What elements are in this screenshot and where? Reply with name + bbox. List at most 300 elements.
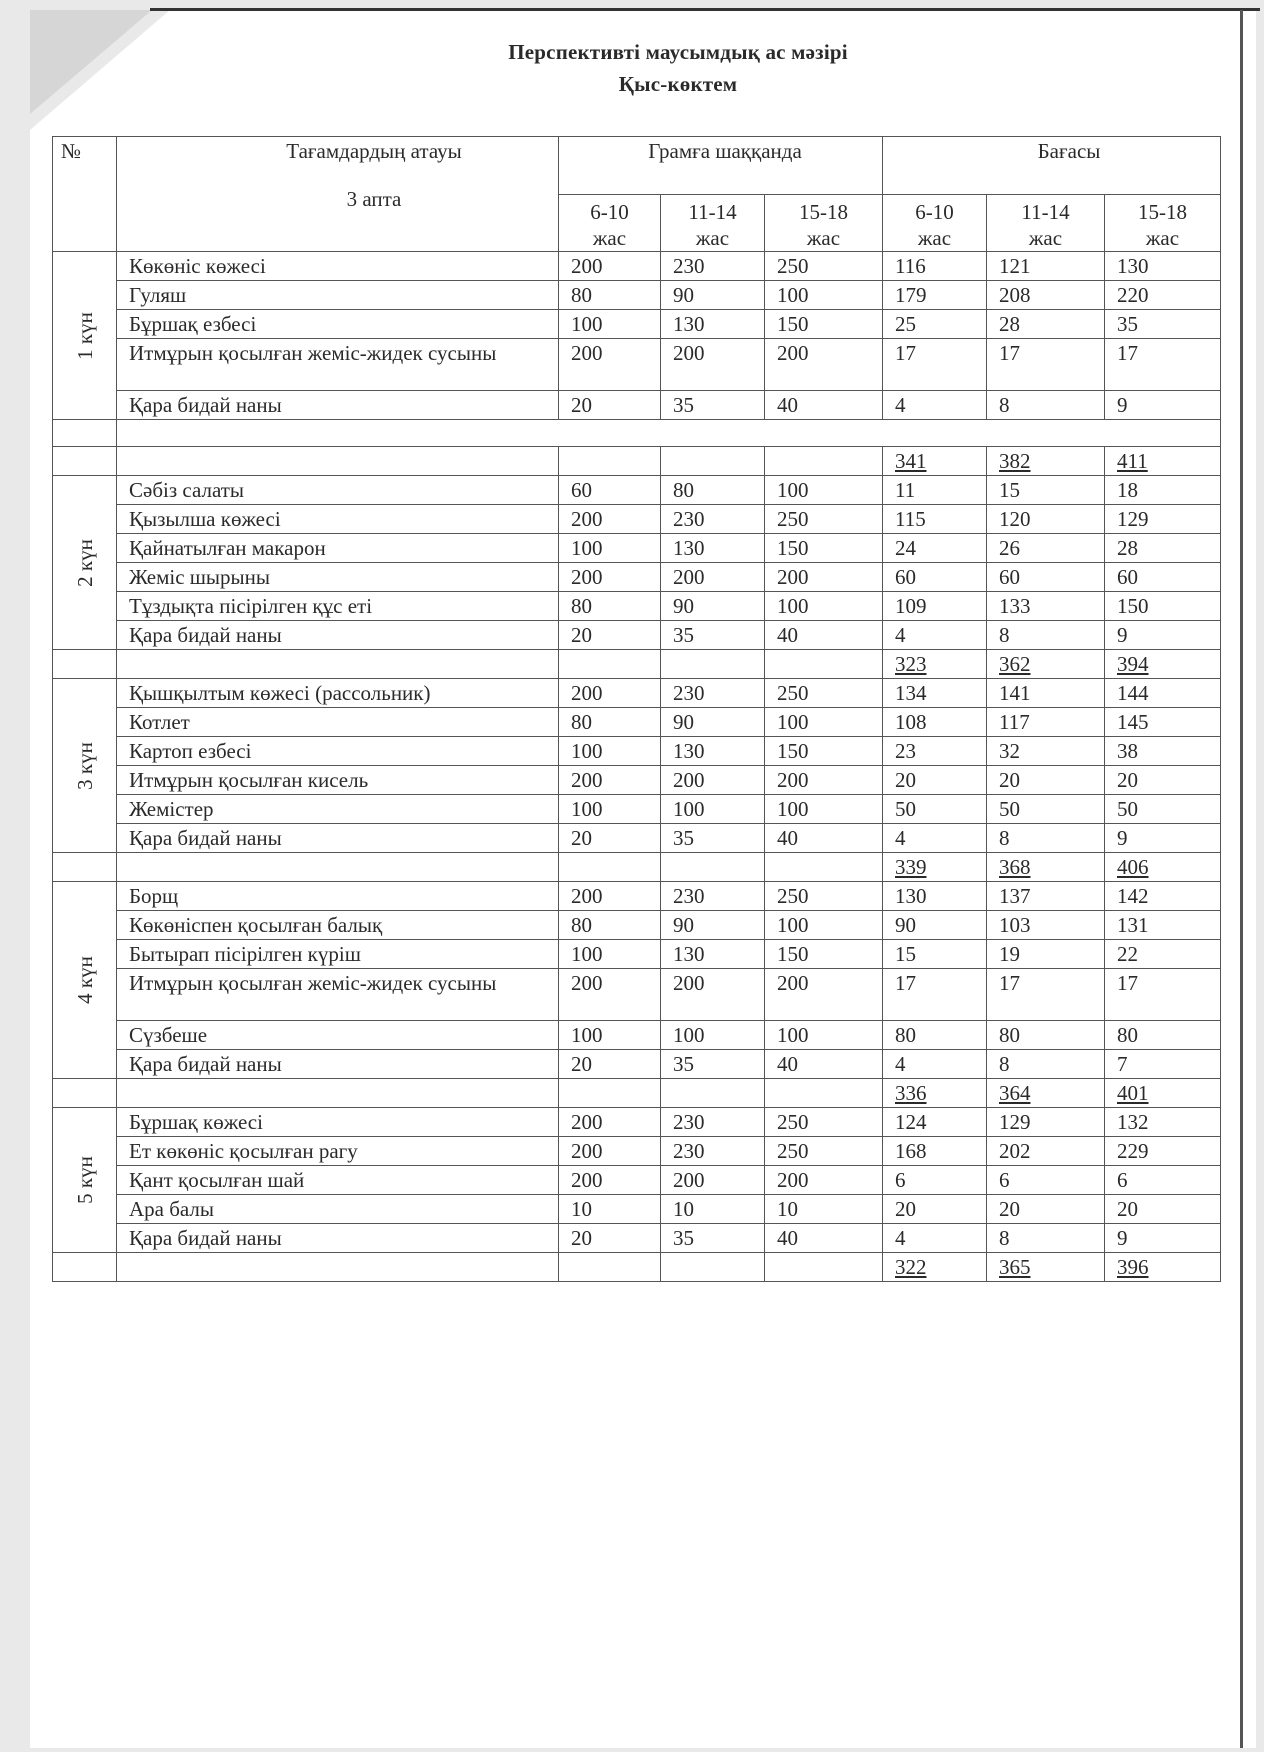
table-row	[53, 940, 1221, 969]
dish-name: Сәбіз салаты	[117, 476, 559, 505]
empty-cell	[559, 447, 661, 476]
price-value: 50	[1105, 795, 1221, 824]
price-value: 115	[883, 505, 987, 534]
grams-value: 10	[661, 1195, 765, 1224]
grams-value: 40	[765, 1224, 883, 1253]
price-value: 129	[1105, 505, 1221, 534]
empty-cell	[117, 1253, 559, 1282]
dish-name: Бұршақ көжесі	[117, 1108, 559, 1137]
grams-value: 80	[559, 911, 661, 940]
dish-name: Қара бидай наны	[117, 621, 559, 650]
price-value: 120	[987, 505, 1105, 534]
price-value: 50	[883, 795, 987, 824]
price-value: 17	[1105, 339, 1221, 391]
grams-age-header	[559, 195, 661, 252]
price-value: 20	[987, 1195, 1105, 1224]
grams-value: 10	[559, 1195, 661, 1224]
price-value: 17	[987, 969, 1105, 1021]
grams-value: 100	[559, 534, 661, 563]
table-row	[53, 252, 1221, 281]
price-value: 145	[1105, 708, 1221, 737]
table-row	[53, 824, 1221, 853]
grams-value: 100	[765, 911, 883, 940]
header-number: №	[53, 137, 117, 252]
grams-value: 130	[661, 940, 765, 969]
price-total: 396	[1105, 1253, 1221, 1282]
table-row	[53, 476, 1221, 505]
grams-value: 40	[765, 621, 883, 650]
table-row	[53, 339, 1221, 391]
price-value: 26	[987, 534, 1105, 563]
header-dish-name-label: Тағамдардың атауы	[286, 139, 462, 163]
price-value: 179	[883, 281, 987, 310]
grams-value: 90	[661, 708, 765, 737]
price-value: 15	[987, 476, 1105, 505]
table-row	[53, 505, 1221, 534]
grams-value: 100	[559, 795, 661, 824]
price-value: 9	[1105, 621, 1221, 650]
age-unit: жас	[1145, 226, 1180, 250]
dish-name: Көкөніспен қосылған балық	[117, 911, 559, 940]
price-total: 341	[883, 447, 987, 476]
grams-value: 200	[559, 766, 661, 795]
grams-value: 100	[559, 940, 661, 969]
dish-name: Итмұрын қосылған кисель	[117, 766, 559, 795]
day-label: 2 күн	[72, 538, 97, 587]
table-row	[53, 592, 1221, 621]
grams-value: 250	[765, 1108, 883, 1137]
price-value: 60	[883, 563, 987, 592]
table-row	[53, 766, 1221, 795]
grams-value: 150	[765, 737, 883, 766]
age-unit: жас	[695, 226, 730, 250]
grams-value: 230	[661, 679, 765, 708]
price-value: 142	[1105, 882, 1221, 911]
empty-cell	[53, 1079, 117, 1108]
grams-value: 90	[661, 911, 765, 940]
price-value: 80	[883, 1021, 987, 1050]
table-row	[53, 708, 1221, 737]
grams-value: 250	[765, 505, 883, 534]
grams-value: 20	[559, 1050, 661, 1079]
price-total: 406	[1105, 853, 1221, 882]
grams-value: 250	[765, 882, 883, 911]
grams-value: 80	[559, 708, 661, 737]
grams-value: 40	[765, 824, 883, 853]
price-value: 17	[1105, 969, 1221, 1021]
price-value: 103	[987, 911, 1105, 940]
grams-value: 100	[765, 795, 883, 824]
price-total: 411	[1105, 447, 1221, 476]
price-value: 4	[883, 621, 987, 650]
age-range: 11-14	[688, 200, 737, 224]
table-row	[53, 1195, 1221, 1224]
price-value: 19	[987, 940, 1105, 969]
grams-value: 200	[559, 679, 661, 708]
table-row	[53, 621, 1221, 650]
dish-name: Итмұрын қосылған жеміс-жидек сусыны	[117, 969, 559, 1021]
grams-value: 200	[559, 1108, 661, 1137]
price-value: 168	[883, 1137, 987, 1166]
price-value: 229	[1105, 1137, 1221, 1166]
price-value: 17	[883, 969, 987, 1021]
grams-value: 35	[661, 824, 765, 853]
grams-value: 80	[559, 281, 661, 310]
price-value: 131	[1105, 911, 1221, 940]
empty-cell	[559, 1253, 661, 1282]
dish-name: Тұздықта пісірілген құс еті	[117, 592, 559, 621]
grams-value: 200	[661, 766, 765, 795]
price-value: 8	[987, 621, 1105, 650]
grams-value: 130	[661, 310, 765, 339]
grams-value: 20	[559, 621, 661, 650]
day-label: 1 күн	[72, 311, 97, 360]
dish-name: Ара балы	[117, 1195, 559, 1224]
price-total: 362	[987, 650, 1105, 679]
price-value: 17	[883, 339, 987, 391]
dish-name: Қара бидай наны	[117, 391, 559, 420]
table-row	[53, 969, 1221, 1021]
price-value: 9	[1105, 824, 1221, 853]
dish-name: Бұршақ езбесі	[117, 310, 559, 339]
price-value: 32	[987, 737, 1105, 766]
grams-age-header	[765, 195, 883, 252]
price-value: 124	[883, 1108, 987, 1137]
day-label-cell	[53, 1108, 117, 1253]
grams-age-header	[661, 195, 765, 252]
dish-name: Ет көкөніс қосылған рагу	[117, 1137, 559, 1166]
dish-name: Қызылша көжесі	[117, 505, 559, 534]
price-value: 4	[883, 391, 987, 420]
grams-value: 230	[661, 1137, 765, 1166]
table-row	[53, 882, 1221, 911]
grams-value: 200	[661, 563, 765, 592]
price-value: 20	[1105, 1195, 1221, 1224]
total-row	[53, 853, 1221, 882]
grams-value: 200	[559, 563, 661, 592]
price-value: 20	[1105, 766, 1221, 795]
grams-value: 40	[765, 391, 883, 420]
price-value: 18	[1105, 476, 1221, 505]
grams-value: 150	[765, 940, 883, 969]
table-row	[53, 737, 1221, 766]
dish-name: Бытырап пісірілген күріш	[117, 940, 559, 969]
grams-value: 130	[661, 534, 765, 563]
dish-name: Сүзбеше	[117, 1021, 559, 1050]
page-top-edge	[150, 8, 1260, 11]
grams-value: 200	[765, 339, 883, 391]
day-label: 3 күн	[72, 741, 97, 790]
grams-value: 200	[765, 969, 883, 1021]
price-value: 22	[1105, 940, 1221, 969]
price-value: 28	[1105, 534, 1221, 563]
grams-value: 200	[765, 563, 883, 592]
day-label-cell	[53, 252, 117, 420]
page-title: Перспективті маусымдық ас мәзірі	[508, 40, 848, 64]
table-row	[53, 1137, 1221, 1166]
empty-cell	[53, 447, 117, 476]
price-total: 364	[987, 1079, 1105, 1108]
empty-cell	[661, 650, 765, 679]
total-row	[53, 447, 1221, 476]
price-value: 220	[1105, 281, 1221, 310]
table-row	[53, 1021, 1221, 1050]
price-value: 20	[883, 1195, 987, 1224]
day-label: 5 күн	[72, 1156, 97, 1204]
dish-name: Қант қосылған шай	[117, 1166, 559, 1195]
price-value: 80	[1105, 1021, 1221, 1050]
grams-value: 200	[559, 1166, 661, 1195]
empty-cell	[53, 853, 117, 882]
grams-value: 100	[765, 476, 883, 505]
price-value: 150	[1105, 592, 1221, 621]
grams-value: 20	[559, 1224, 661, 1253]
price-total: 368	[987, 853, 1105, 882]
grams-value: 250	[765, 679, 883, 708]
empty-cell	[117, 650, 559, 679]
grams-value: 40	[765, 1050, 883, 1079]
grams-value: 200	[661, 1166, 765, 1195]
page-right-edge	[1240, 10, 1243, 1748]
menu-body	[53, 252, 1221, 1282]
price-total: 382	[987, 447, 1105, 476]
price-value: 6	[1105, 1166, 1221, 1195]
dish-name: Қышқылтым көжесі (рассольник)	[117, 679, 559, 708]
table-row	[53, 563, 1221, 592]
grams-value: 35	[661, 1224, 765, 1253]
table-row	[53, 1166, 1221, 1195]
price-value: 109	[883, 592, 987, 621]
empty-cell	[53, 650, 117, 679]
price-value: 133	[987, 592, 1105, 621]
grams-value: 230	[661, 505, 765, 534]
price-value: 35	[1105, 310, 1221, 339]
price-value: 208	[987, 281, 1105, 310]
dish-name: Қайнатылған макарон	[117, 534, 559, 563]
grams-value: 230	[661, 252, 765, 281]
age-unit: жас	[917, 226, 952, 250]
price-total: 365	[987, 1253, 1105, 1282]
price-value: 202	[987, 1137, 1105, 1166]
page-subtitle: Қыс-көктем	[618, 72, 738, 96]
table-row	[53, 1224, 1221, 1253]
price-value: 60	[1105, 563, 1221, 592]
empty-cell	[559, 1079, 661, 1108]
price-value: 80	[987, 1021, 1105, 1050]
price-value: 8	[987, 1050, 1105, 1079]
age-unit: жас	[592, 226, 627, 250]
table-row	[53, 911, 1221, 940]
grams-value: 20	[559, 824, 661, 853]
price-value: 50	[987, 795, 1105, 824]
price-value: 117	[987, 708, 1105, 737]
price-value: 137	[987, 882, 1105, 911]
price-value: 20	[987, 766, 1105, 795]
grams-value: 250	[765, 1137, 883, 1166]
table-row	[53, 534, 1221, 563]
age-range: 15-18	[1138, 200, 1187, 224]
empty-cell	[53, 420, 117, 447]
empty-cell	[765, 650, 883, 679]
empty-cell	[765, 853, 883, 882]
total-row	[53, 650, 1221, 679]
table-row	[53, 391, 1221, 420]
grams-value: 60	[559, 476, 661, 505]
grams-value: 200	[559, 252, 661, 281]
empty-cell	[765, 447, 883, 476]
table-row	[53, 1108, 1221, 1137]
dish-name: Картоп езбесі	[117, 737, 559, 766]
menu-table	[52, 136, 1221, 1282]
price-value: 4	[883, 824, 987, 853]
price-value: 130	[883, 882, 987, 911]
header-price: Бағасы	[883, 137, 1221, 195]
price-value: 116	[883, 252, 987, 281]
grams-value: 200	[559, 339, 661, 391]
dish-name: Гуляш	[117, 281, 559, 310]
empty-cell	[559, 650, 661, 679]
price-age-header	[1105, 195, 1221, 252]
header-week-label: 3 апта	[346, 187, 402, 211]
grams-value: 200	[765, 766, 883, 795]
price-value: 23	[883, 737, 987, 766]
empty-cell	[117, 1079, 559, 1108]
empty-cell	[559, 853, 661, 882]
price-value: 8	[987, 391, 1105, 420]
grams-value: 20	[559, 391, 661, 420]
grams-value: 200	[765, 1166, 883, 1195]
grams-value: 200	[559, 882, 661, 911]
header-dish-name	[117, 137, 559, 252]
price-value: 134	[883, 679, 987, 708]
price-value: 6	[987, 1166, 1105, 1195]
price-value: 8	[987, 1224, 1105, 1253]
price-value: 132	[1105, 1108, 1221, 1137]
empty-cell	[117, 853, 559, 882]
table-row	[53, 1050, 1221, 1079]
grams-value: 80	[661, 476, 765, 505]
dish-name: Қара бидай наны	[117, 1050, 559, 1079]
grams-value: 200	[661, 339, 765, 391]
empty-cell	[765, 1253, 883, 1282]
price-total: 339	[883, 853, 987, 882]
price-value: 141	[987, 679, 1105, 708]
table-row	[53, 310, 1221, 339]
grams-value: 200	[661, 969, 765, 1021]
price-age-header	[883, 195, 987, 252]
price-value: 4	[883, 1050, 987, 1079]
empty-cell	[661, 447, 765, 476]
grams-value: 130	[661, 737, 765, 766]
grams-value: 150	[765, 310, 883, 339]
price-total: 323	[883, 650, 987, 679]
dish-name: Қара бидай наны	[117, 1224, 559, 1253]
price-value: 15	[883, 940, 987, 969]
age-range: 15-18	[799, 200, 848, 224]
grams-value: 90	[661, 281, 765, 310]
dish-name: Жеміс шырыны	[117, 563, 559, 592]
price-value: 6	[883, 1166, 987, 1195]
grams-value: 100	[765, 708, 883, 737]
dish-name: Көкөніс көжесі	[117, 252, 559, 281]
total-row	[53, 1253, 1221, 1282]
grams-value: 230	[661, 882, 765, 911]
day-label-cell	[53, 679, 117, 853]
grams-value: 200	[559, 969, 661, 1021]
age-range: 6-10	[915, 200, 954, 224]
table-row	[53, 795, 1221, 824]
dish-name: Қара бидай наны	[117, 824, 559, 853]
header-grams: Грамға шаққанда	[559, 137, 883, 195]
price-value: 28	[987, 310, 1105, 339]
grams-value: 200	[559, 505, 661, 534]
age-range: 11-14	[1021, 200, 1070, 224]
price-value: 9	[1105, 1224, 1221, 1253]
empty-cell	[661, 1253, 765, 1282]
price-value: 129	[987, 1108, 1105, 1137]
grams-value: 230	[661, 1108, 765, 1137]
price-value: 90	[883, 911, 987, 940]
total-row	[53, 1079, 1221, 1108]
table-row	[53, 281, 1221, 310]
price-value: 25	[883, 310, 987, 339]
age-unit: жас	[1028, 226, 1063, 250]
dish-name: Котлет	[117, 708, 559, 737]
empty-cell	[117, 447, 559, 476]
price-value: 8	[987, 824, 1105, 853]
grams-value: 100	[559, 1021, 661, 1050]
price-total: 336	[883, 1079, 987, 1108]
grams-value: 10	[765, 1195, 883, 1224]
grams-value: 100	[765, 281, 883, 310]
day-label-cell	[53, 476, 117, 650]
price-value: 7	[1105, 1050, 1221, 1079]
grams-value: 100	[661, 1021, 765, 1050]
grams-value: 35	[661, 391, 765, 420]
age-range: 6-10	[590, 200, 629, 224]
price-value: 9	[1105, 391, 1221, 420]
price-value: 4	[883, 1224, 987, 1253]
price-total: 401	[1105, 1079, 1221, 1108]
empty-cell	[661, 853, 765, 882]
spacer-row	[53, 420, 1221, 447]
price-value: 130	[1105, 252, 1221, 281]
grams-value: 200	[559, 1137, 661, 1166]
price-value: 60	[987, 563, 1105, 592]
grams-value: 150	[765, 534, 883, 563]
table-row	[53, 679, 1221, 708]
price-value: 11	[883, 476, 987, 505]
empty-cell	[765, 1079, 883, 1108]
age-unit: жас	[806, 226, 841, 250]
grams-value: 100	[559, 310, 661, 339]
grams-value: 100	[661, 795, 765, 824]
grams-value: 90	[661, 592, 765, 621]
grams-value: 80	[559, 592, 661, 621]
day-label: 4 күн	[72, 956, 97, 1004]
price-value: 144	[1105, 679, 1221, 708]
grams-value: 35	[661, 1050, 765, 1079]
price-total: 322	[883, 1253, 987, 1282]
empty-cell	[53, 1253, 117, 1282]
grams-value: 250	[765, 252, 883, 281]
grams-value: 100	[765, 592, 883, 621]
empty-cell	[661, 1079, 765, 1108]
price-value: 20	[883, 766, 987, 795]
dish-name: Итмұрын қосылған жеміс-жидек сусыны	[117, 339, 559, 391]
grams-value: 100	[765, 1021, 883, 1050]
price-value: 24	[883, 534, 987, 563]
